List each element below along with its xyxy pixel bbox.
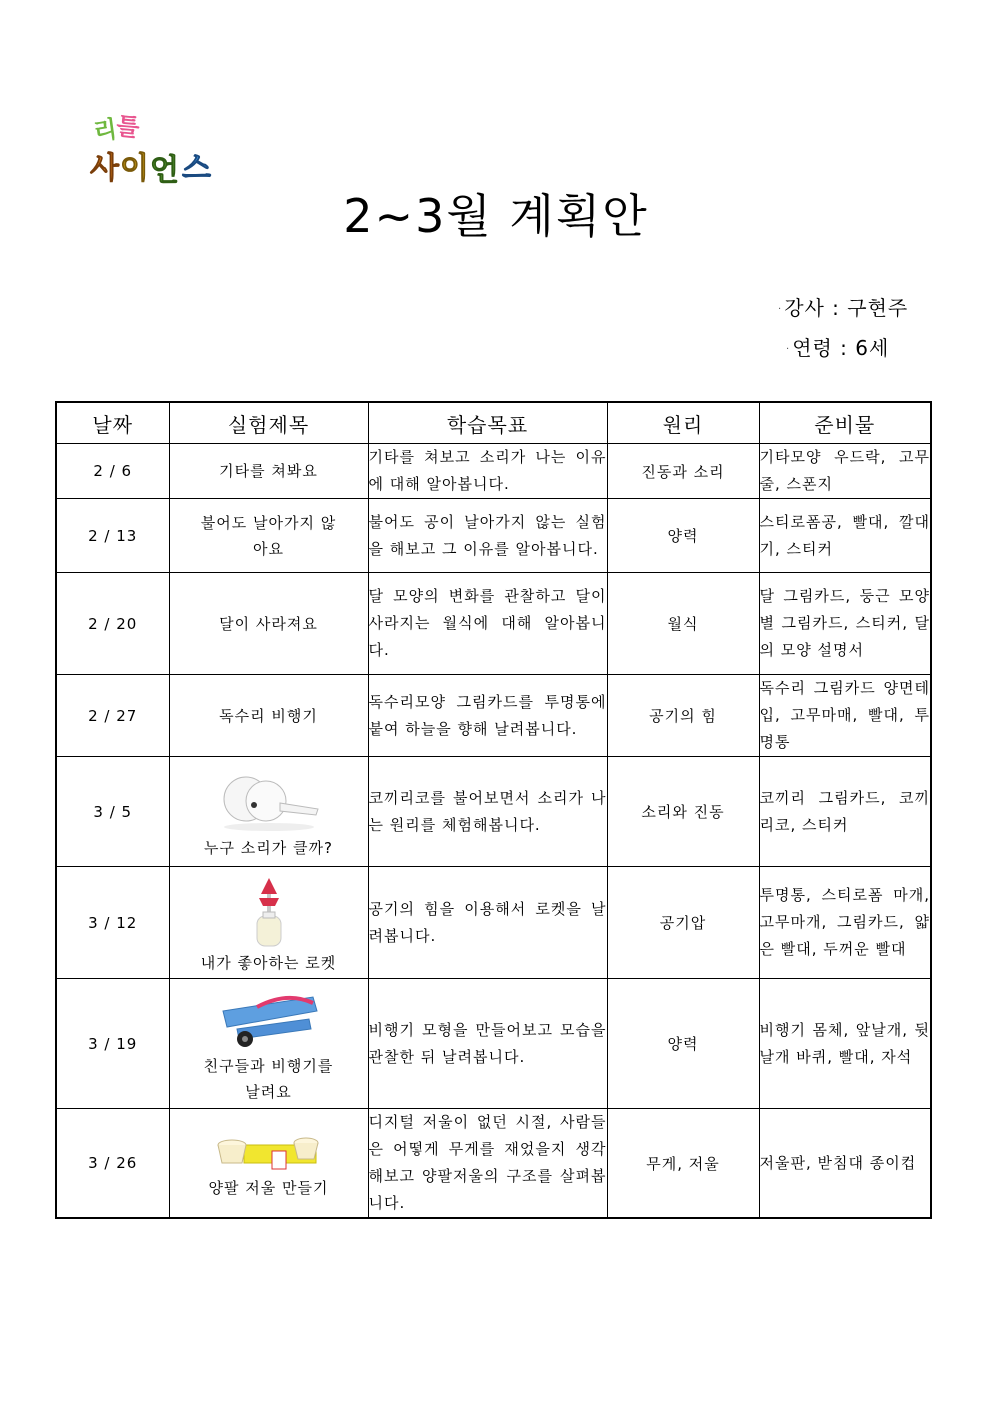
row-subject-text: 친구들과 비행기를 날려요 [203, 1056, 334, 1101]
row-date: 3 / 19 [56, 979, 169, 1109]
row-subject-text: 내가 좋아하는 로켓 [200, 953, 337, 972]
row-subject [169, 867, 368, 979]
teacher-info [778, 292, 934, 321]
table-row [56, 979, 931, 1109]
row-goal: 코끼리코를 불어보면서 소리가 나는 원리를 체험해봅니다. [368, 757, 607, 867]
header-goal: 학습목표 [368, 402, 607, 444]
table-row [56, 444, 931, 499]
row-principle: 무게, 저울 [607, 1109, 759, 1219]
row-materials: 저울판, 받침대 종이컵 [759, 1109, 931, 1219]
svg-text:사: 사 [90, 151, 119, 186]
header-materials: 준비물 [759, 402, 931, 444]
row-goal: 비행기 모형을 만들어보고 모습을 관찰한 뒤 날려봅니다. [368, 979, 607, 1109]
row-materials: 코끼리 그림카드, 코끼리코, 스티커 [759, 757, 931, 867]
table-row [56, 573, 931, 675]
table-row [56, 675, 931, 757]
row-date: 3 / 12 [56, 867, 169, 979]
row-materials: 비행기 몸체, 앞날개, 뒷날개 바퀴, 빨대, 자석 [759, 979, 931, 1109]
row-date: 3 / 5 [56, 757, 169, 867]
header-date: 날짜 [56, 402, 169, 444]
lesson-plan-table [55, 401, 932, 1219]
row-goal: 기타를 쳐보고 소리가 나는 이유에 대해 알아봅니다. [368, 444, 607, 499]
row-subject: 기타를 쳐봐요 [169, 444, 368, 499]
row-principle: 소리와 진동 [607, 757, 759, 867]
row-subject-text: 양팔 저울 만들기 [208, 1179, 329, 1197]
bullet-dot-icon: · [786, 344, 791, 355]
table-row [56, 499, 931, 573]
row-subject: 달이 사라져요 [169, 573, 368, 675]
bullet-dot-icon: · [778, 304, 783, 315]
row-goal: 독수리모양 그림카드를 투명통에 붙여 하늘을 향해 날려봅니다. [368, 675, 607, 757]
row-materials: 기타모양 우드락, 고무줄, 스폰지 [759, 444, 931, 499]
table-row [56, 867, 931, 979]
header-principle: 원리 [607, 402, 759, 444]
row-date: 2 / 13 [56, 499, 169, 573]
svg-text:틀: 틀 [114, 111, 141, 143]
teacher-text: 강사 : 구현주 [784, 296, 909, 320]
table-row [56, 757, 931, 867]
row-principle: 양력 [607, 979, 759, 1109]
row-materials: 독수리 그림카드 양면테입, 고무마매, 빨대, 투명통 [759, 675, 931, 757]
table-header-row [56, 402, 931, 444]
row-goal: 달 모양의 변화를 관찰하고 달이 사라지는 월식에 대해 알아봅니다. [368, 573, 607, 675]
row-principle: 공기압 [607, 867, 759, 979]
row-goal: 공기의 힘을 이용해서 로켓을 날려봅니다. [368, 867, 607, 979]
svg-text:이: 이 [120, 151, 149, 186]
row-subject [169, 1109, 368, 1219]
row-date: 2 / 27 [56, 675, 169, 757]
page-title: 2~3월 계획안 [343, 189, 649, 243]
row-materials: 스티로폼공, 빨대, 깔대기, 스티커 [759, 499, 931, 573]
row-principle: 진동과 소리 [607, 444, 759, 499]
row-goal: 디지털 저울이 없던 시절, 사람들은 어떻게 무게를 재었을지 생각해보고 양팔저울의 구조를 살펴봅니다. [368, 1109, 607, 1219]
row-subject [169, 757, 368, 867]
row-materials: 달 그림카드, 둥근 모양 별 그림카드, 스티커, 달의 모양 설명서 [759, 573, 931, 675]
row-materials: 투명통, 스티로폼 마개, 고무마개, 그림카드, 얇은 빨대, 두꺼운 빨대 [759, 867, 931, 979]
age-info [786, 332, 934, 361]
header-subject: 실험제목 [169, 402, 368, 444]
svg-text:스: 스 [182, 151, 211, 186]
row-subject-text: 불어도 날아가지 않아요 [200, 513, 337, 558]
row-subject-text: 누구 소리가 클까? [204, 838, 333, 857]
little-science-logo [88, 108, 218, 188]
rocket-toy-image [239, 876, 299, 948]
age-text: 연령 : 6세 [792, 336, 890, 360]
row-principle: 공기의 힘 [607, 675, 759, 757]
elephant-nose-toy-image [214, 769, 324, 833]
row-date: 2 / 6 [56, 444, 169, 499]
row-date: 3 / 26 [56, 1109, 169, 1219]
airplane-toy-image [217, 989, 321, 1051]
row-subject [169, 979, 368, 1109]
svg-text:언: 언 [150, 153, 179, 188]
row-subject [169, 499, 368, 573]
svg-text:리: 리 [91, 114, 119, 146]
row-principle: 월식 [607, 573, 759, 675]
row-subject: 독수리 비행기 [169, 675, 368, 757]
row-goal: 불어도 공이 날아가지 않는 실험을 해보고 그 이유를 알아봅니다. [368, 499, 607, 573]
table-row [56, 1109, 931, 1219]
balance-scale-toy-image [214, 1131, 324, 1173]
row-date: 2 / 20 [56, 573, 169, 675]
row-principle: 양력 [607, 499, 759, 573]
